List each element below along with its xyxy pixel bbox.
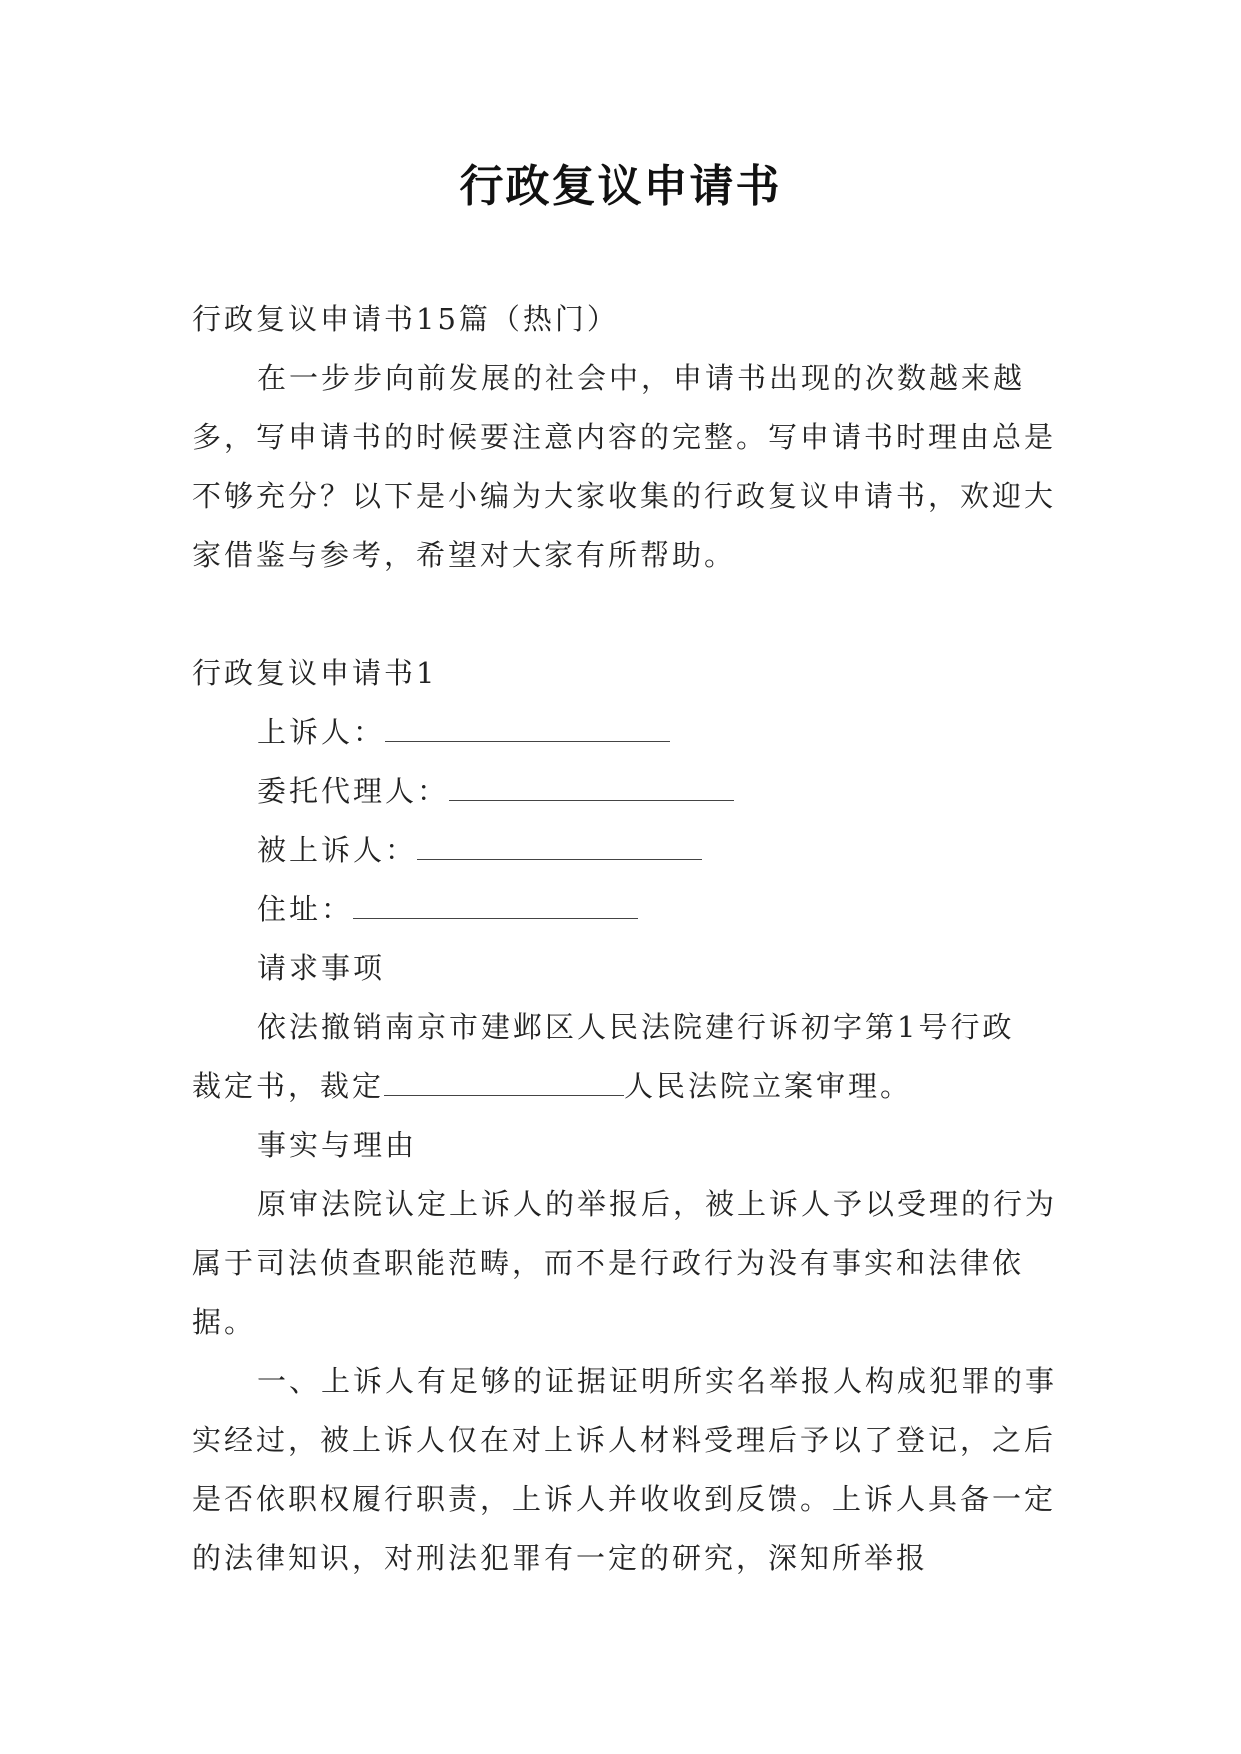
appellee-field <box>192 821 1062 880</box>
intro-paragraph: 在一步步向前发展的社会中，申请书出现的次数越来越多，写申请书的时候要注意内容的完整。写申请书时理由总是不够充分？以下是小编为大家收集的行政复议申请书，欢迎大家借鉴与参考，希望对大家有所帮助。 <box>192 361 1057 572</box>
facts-paragraph-2: 一、上诉人有足够的证据证明所实名举报人构成犯罪的事实经过，被上诉人仅在对上诉人材料受理后予以了登记，之后是否依职权履行职责，上诉人并收收到反馈。上诉人具备一定的法律知识，对刑法犯罪有一定的研究，深知所举报 <box>192 1364 1058 1575</box>
agent-label: 委托代理人： <box>257 774 450 808</box>
agent-field <box>192 762 1062 821</box>
facts-heading: 事实与理由 <box>257 1128 418 1162</box>
document-body <box>192 290 1062 1588</box>
facts-paragraph-1: 原审法院认定上诉人的举报后，被上诉人予以受理的行为属于司法侦查职能范畴，而不是行政行为没有事实和法律依据。 <box>192 1187 1058 1339</box>
address-label: 住址： <box>257 892 354 926</box>
address-field <box>192 880 1062 939</box>
appellant-field <box>192 703 1062 762</box>
appellant-blank <box>385 711 670 742</box>
address-blank <box>353 888 638 919</box>
section-heading: 行政复议申请书1 <box>192 656 438 690</box>
document-title: 行政复议申请书 <box>459 161 782 212</box>
appellee-label: 被上诉人： <box>257 833 418 867</box>
paragraph-spacer <box>192 585 1062 644</box>
request-line-2b: 人民法院立案审理。 <box>624 1069 913 1103</box>
court-blank <box>384 1065 624 1096</box>
agent-blank <box>449 770 734 801</box>
request-line-1: 依法撤销南京市建邺区人民法院建行诉初字第1号行政 <box>257 1010 1015 1044</box>
appellee-blank <box>417 829 702 860</box>
request-line-2a: 裁定书，裁定 <box>192 1069 385 1103</box>
request-heading: 请求事项 <box>257 951 386 985</box>
request-paragraph <box>192 998 1062 1116</box>
appellant-label: 上诉人： <box>257 715 386 749</box>
document-subtitle: 行政复议申请书15篇（热门） <box>192 302 619 336</box>
